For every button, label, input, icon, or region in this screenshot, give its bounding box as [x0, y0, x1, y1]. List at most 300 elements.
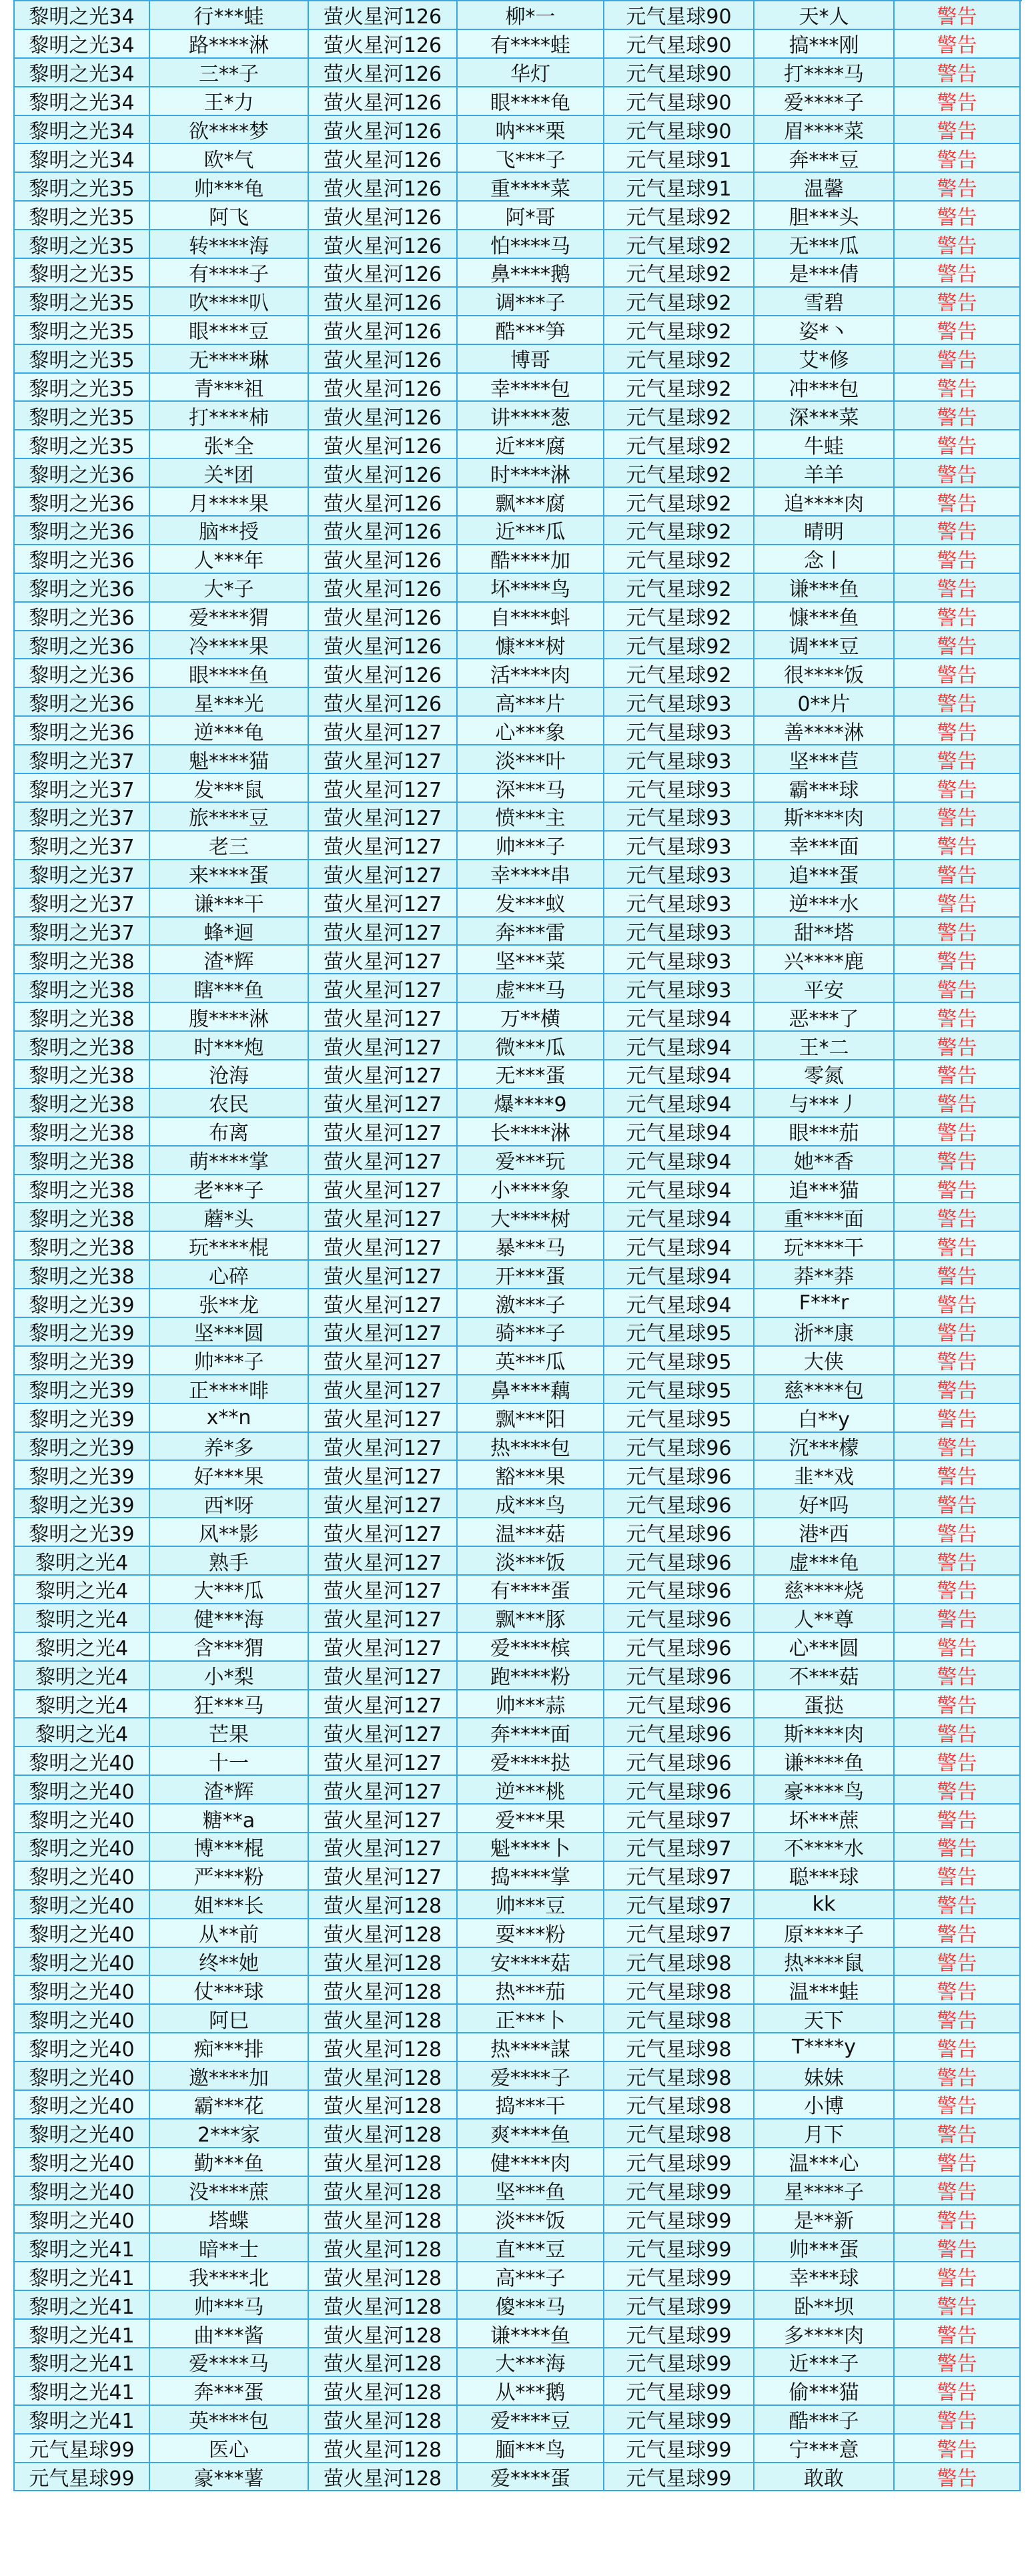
cell-player-name-3: 眼***茄: [754, 1118, 895, 1147]
cell-player-name: 十一: [150, 1747, 309, 1776]
cell-zone-name: 元气星球96: [604, 1490, 754, 1518]
cell-guild-name: 黎明之光35: [15, 173, 150, 202]
cell-player-name-3: 逆***水: [754, 889, 895, 918]
cell-guild-name: 黎明之光40: [15, 1976, 150, 2005]
cell-player-name: 时***炮: [150, 1032, 309, 1060]
table-row: [15, 1347, 1022, 1375]
cell-player-name-2: 万**横: [458, 1003, 604, 1032]
cell-status-warning: 警告: [895, 202, 1021, 230]
cell-zone-name: 元气星球90: [604, 87, 754, 116]
cell-zone-name: 元气星球90: [604, 116, 754, 145]
cell-player-name-2: 爱****子: [458, 2062, 604, 2091]
table-row: [15, 2062, 1022, 2091]
cell-status-warning: 警告: [895, 2348, 1021, 2377]
cell-server-name: 萤火星河127: [309, 1862, 458, 1891]
cell-player-name-2: 呐***栗: [458, 116, 604, 145]
table-row: [15, 173, 1022, 202]
cell-player-name-2: 幸****串: [458, 860, 604, 889]
cell-zone-name: 元气星球93: [604, 688, 754, 717]
cell-guild-name: 黎明之光36: [15, 488, 150, 517]
table-row: [15, 1318, 1022, 1347]
cell-player-name-3: 人**尊: [754, 1604, 895, 1633]
cell-player-name: 仗***球: [150, 1976, 309, 2005]
cell-player-name: 英****包: [150, 2406, 309, 2435]
cell-guild-name: 黎明之光34: [15, 144, 150, 173]
cell-player-name: 有****子: [150, 259, 309, 288]
table-row: [15, 345, 1022, 374]
table-row: [15, 1747, 1022, 1776]
cell-player-name: 芒果: [150, 1718, 309, 1747]
cell-guild-name: 黎明之光38: [15, 946, 150, 974]
cell-zone-name: 元气星球98: [604, 2005, 754, 2033]
cell-zone-name: 元气星球99: [604, 2148, 754, 2177]
cell-server-name: 萤火星河126: [309, 316, 458, 345]
cell-server-name: 萤火星河127: [309, 1805, 458, 1833]
table-row: [15, 1089, 1022, 1118]
cell-player-name-3: 斯****肉: [754, 803, 895, 832]
cell-player-name-3: 温***心: [754, 2148, 895, 2177]
table-row: [15, 1118, 1022, 1147]
cell-player-name: 路****淋: [150, 30, 309, 59]
cell-player-name-2: 酷****加: [458, 545, 604, 574]
cell-zone-name: 元气星球92: [604, 545, 754, 574]
cell-status-warning: 警告: [895, 87, 1021, 116]
cell-guild-name: 黎明之光35: [15, 230, 150, 259]
cell-status-warning: 警告: [895, 717, 1021, 745]
cell-status-warning: 警告: [895, 1833, 1021, 1862]
cell-status-warning: 警告: [895, 459, 1021, 488]
cell-player-name-2: 健****肉: [458, 2148, 604, 2177]
player-warning-table: [13, 0, 1022, 2491]
cell-zone-name: 元气星球92: [604, 288, 754, 316]
cell-status-warning: 警告: [895, 1662, 1021, 1690]
cell-status-warning: 警告: [895, 1633, 1021, 1662]
cell-zone-name: 元气星球97: [604, 1919, 754, 1948]
cell-player-name-3: 酷***子: [754, 2406, 895, 2435]
cell-server-name: 萤火星河126: [309, 259, 458, 288]
cell-player-name-2: 淡***饭: [458, 1547, 604, 1576]
table-row: [15, 1261, 1022, 1289]
table-row: [15, 717, 1022, 745]
cell-player-name-3: 她**香: [754, 1147, 895, 1175]
cell-zone-name: 元气星球98: [604, 1948, 754, 1977]
table-row: [15, 974, 1022, 1003]
cell-status-warning: 警告: [895, 2291, 1021, 2320]
cell-server-name: 萤火星河126: [309, 230, 458, 259]
cell-guild-name: 黎明之光40: [15, 2206, 150, 2234]
table-row: [15, 1604, 1022, 1633]
cell-status-warning: 警告: [895, 774, 1021, 803]
cell-guild-name: 黎明之光38: [15, 1147, 150, 1175]
cell-player-name-3: 兴****鹿: [754, 946, 895, 974]
cell-status-warning: 警告: [895, 1203, 1021, 1232]
cell-zone-name: 元气星球92: [604, 259, 754, 288]
cell-player-name-2: 重****菜: [458, 173, 604, 202]
table-row: [15, 2033, 1022, 2062]
cell-player-name-3: 天下: [754, 2005, 895, 2033]
cell-zone-name: 元气星球92: [604, 603, 754, 631]
cell-player-name-3: 雪碧: [754, 288, 895, 316]
cell-status-warning: 警告: [895, 1261, 1021, 1289]
table-row: [15, 1633, 1022, 1662]
table-row: [15, 2005, 1022, 2033]
cell-guild-name: 黎明之光34: [15, 116, 150, 145]
cell-server-name: 萤火星河127: [309, 1347, 458, 1375]
table-row: [15, 2148, 1022, 2177]
cell-status-warning: 警告: [895, 745, 1021, 774]
table-row: [15, 1203, 1022, 1232]
cell-player-name-2: 爽****鱼: [458, 2120, 604, 2148]
cell-player-name-3: 宁***意: [754, 2435, 895, 2463]
cell-server-name: 萤火星河127: [309, 1833, 458, 1862]
cell-player-name-2: 柳*一: [458, 1, 604, 30]
cell-player-name-3: 蛋挞: [754, 1690, 895, 1719]
cell-player-name: 吹****叭: [150, 288, 309, 316]
cell-player-name-3: 原****子: [754, 1919, 895, 1948]
cell-status-warning: 警告: [895, 374, 1021, 402]
cell-player-name-2: 深***马: [458, 774, 604, 803]
cell-server-name: 萤火星河127: [309, 1375, 458, 1404]
cell-player-name-3: 妹妹: [754, 2062, 895, 2091]
cell-zone-name: 元气星球99: [604, 2291, 754, 2320]
cell-server-name: 萤火星河127: [309, 1147, 458, 1175]
table-row: [15, 2320, 1022, 2348]
cell-zone-name: 元气星球96: [604, 1547, 754, 1576]
cell-zone-name: 元气星球92: [604, 574, 754, 603]
cell-zone-name: 元气星球96: [604, 1576, 754, 1604]
cell-guild-name: 黎明之光35: [15, 316, 150, 345]
cell-status-warning: 警告: [895, 259, 1021, 288]
cell-guild-name: 黎明之光36: [15, 717, 150, 745]
cell-player-name-3: 念丨: [754, 545, 895, 574]
cell-player-name-2: 坚***鱼: [458, 2177, 604, 2206]
cell-status-warning: 警告: [895, 1347, 1021, 1375]
cell-server-name: 萤火星河128: [309, 2435, 458, 2463]
table-row: [15, 1375, 1022, 1404]
cell-status-warning: 警告: [895, 918, 1021, 946]
cell-guild-name: 黎明之光38: [15, 1060, 150, 1089]
cell-server-name: 萤火星河127: [309, 1003, 458, 1032]
cell-player-name-3: 斯****肉: [754, 1718, 895, 1747]
cell-player-name-2: 逆***桃: [458, 1776, 604, 1805]
cell-zone-name: 元气星球97: [604, 1862, 754, 1891]
cell-player-name-2: 安****菇: [458, 1948, 604, 1977]
cell-zone-name: 元气星球98: [604, 1976, 754, 2005]
cell-server-name: 萤火星河128: [309, 2206, 458, 2234]
cell-player-name: 姐***长: [150, 1891, 309, 1919]
table-row: [15, 517, 1022, 545]
cell-status-warning: 警告: [895, 2177, 1021, 2206]
cell-player-name: 帅***马: [150, 2291, 309, 2320]
cell-server-name: 萤火星河128: [309, 2348, 458, 2377]
cell-player-name-2: 傻***马: [458, 2291, 604, 2320]
cell-player-name-2: 鼻****藕: [458, 1375, 604, 1404]
cell-zone-name: 元气星球96: [604, 1604, 754, 1633]
cell-zone-name: 元气星球99: [604, 2262, 754, 2291]
cell-player-name-3: 爱****子: [754, 87, 895, 116]
cell-server-name: 萤火星河126: [309, 173, 458, 202]
cell-server-name: 萤火星河126: [309, 659, 458, 688]
cell-server-name: 萤火星河126: [309, 202, 458, 230]
cell-player-name-2: 坚***菜: [458, 946, 604, 974]
cell-guild-name: 黎明之光40: [15, 1948, 150, 1977]
cell-zone-name: 元气星球96: [604, 1776, 754, 1805]
cell-status-warning: 警告: [895, 1003, 1021, 1032]
cell-player-name-2: 幸****包: [458, 374, 604, 402]
cell-player-name-3: 王*二: [754, 1032, 895, 1060]
cell-player-name-3: 艾*修: [754, 345, 895, 374]
cell-player-name: 狂***马: [150, 1690, 309, 1719]
cell-status-warning: 警告: [895, 889, 1021, 918]
cell-guild-name: 黎明之光38: [15, 1261, 150, 1289]
cell-server-name: 萤火星河127: [309, 1662, 458, 1690]
cell-guild-name: 黎明之光41: [15, 2291, 150, 2320]
cell-player-name: 魁****猫: [150, 745, 309, 774]
cell-player-name-3: 甜**塔: [754, 918, 895, 946]
cell-zone-name: 元气星球98: [604, 2062, 754, 2091]
cell-server-name: 萤火星河126: [309, 459, 458, 488]
cell-zone-name: 元气星球94: [604, 1261, 754, 1289]
cell-player-name-3: 无***瓜: [754, 230, 895, 259]
cell-player-name-2: 淡***饭: [458, 2206, 604, 2234]
cell-guild-name: 元气星球99: [15, 2435, 150, 2463]
cell-zone-name: 元气星球99: [604, 2463, 754, 2492]
cell-zone-name: 元气星球95: [604, 1375, 754, 1404]
cell-player-name-3: 坏***蔗: [754, 1805, 895, 1833]
cell-player-name-3: 重****面: [754, 1203, 895, 1232]
cell-zone-name: 元气星球99: [604, 2206, 754, 2234]
cell-zone-name: 元气星球92: [604, 488, 754, 517]
cell-status-warning: 警告: [895, 1690, 1021, 1719]
cell-zone-name: 元气星球90: [604, 1, 754, 30]
cell-player-name-2: 暴***马: [458, 1232, 604, 1261]
cell-player-name: 渣*辉: [150, 946, 309, 974]
cell-zone-name: 元气星球93: [604, 974, 754, 1003]
cell-server-name: 萤火星河126: [309, 288, 458, 316]
cell-guild-name: 黎明之光40: [15, 2120, 150, 2148]
cell-status-warning: 警告: [895, 1891, 1021, 1919]
cell-status-warning: 警告: [895, 1318, 1021, 1347]
cell-zone-name: 元气星球92: [604, 402, 754, 430]
cell-server-name: 萤火星河127: [309, 1261, 458, 1289]
cell-zone-name: 元气星球96: [604, 1433, 754, 1462]
cell-status-warning: 警告: [895, 631, 1021, 660]
cell-player-name: 大***瓜: [150, 1576, 309, 1604]
cell-player-name: 好***果: [150, 1461, 309, 1490]
cell-player-name-2: 博哥: [458, 345, 604, 374]
cell-server-name: 萤火星河128: [309, 2377, 458, 2406]
table-row: [15, 288, 1022, 316]
cell-player-name-2: 热***茄: [458, 1976, 604, 2005]
cell-player-name-2: 腼***鸟: [458, 2435, 604, 2463]
cell-player-name-2: 捣****掌: [458, 1862, 604, 1891]
cell-guild-name: 黎明之光41: [15, 2320, 150, 2348]
cell-player-name: 谦***干: [150, 889, 309, 918]
cell-player-name-2: 近***腐: [458, 430, 604, 459]
cell-guild-name: 黎明之光38: [15, 1175, 150, 1204]
cell-zone-name: 元气星球92: [604, 316, 754, 345]
cell-zone-name: 元气星球91: [604, 173, 754, 202]
cell-player-name-3: 坚***苣: [754, 745, 895, 774]
cell-zone-name: 元气星球98: [604, 2120, 754, 2148]
cell-server-name: 萤火星河127: [309, 1576, 458, 1604]
cell-zone-name: 元气星球96: [604, 1718, 754, 1747]
cell-player-name-3: 虚***龟: [754, 1547, 895, 1576]
cell-zone-name: 元气星球93: [604, 803, 754, 832]
cell-player-name-2: 高***子: [458, 2262, 604, 2291]
table-row: [15, 2091, 1022, 2120]
cell-status-warning: 警告: [895, 1404, 1021, 1433]
table-row: [15, 946, 1022, 974]
table-row: [15, 1718, 1022, 1747]
cell-status-warning: 警告: [895, 832, 1021, 860]
cell-player-name: 爱****猬: [150, 603, 309, 631]
cell-player-name-2: 讲****葱: [458, 402, 604, 430]
cell-guild-name: 黎明之光38: [15, 1203, 150, 1232]
cell-status-warning: 警告: [895, 2148, 1021, 2177]
cell-zone-name: 元气星球90: [604, 59, 754, 87]
cell-guild-name: 黎明之光40: [15, 2177, 150, 2206]
table-row: [15, 116, 1022, 145]
cell-guild-name: 黎明之光36: [15, 659, 150, 688]
cell-server-name: 萤火星河128: [309, 2234, 458, 2262]
cell-player-name: 蘑*头: [150, 1203, 309, 1232]
cell-server-name: 萤火星河127: [309, 1060, 458, 1089]
cell-player-name: 帅***龟: [150, 173, 309, 202]
cell-zone-name: 元气星球94: [604, 1118, 754, 1147]
cell-player-name-2: 成***鸟: [458, 1490, 604, 1518]
cell-status-warning: 警告: [895, 173, 1021, 202]
cell-player-name-3: 追***蛋: [754, 860, 895, 889]
cell-player-name: 糖**a: [150, 1805, 309, 1833]
cell-player-name-2: 阿*哥: [458, 202, 604, 230]
cell-status-warning: 警告: [895, 1862, 1021, 1891]
cell-zone-name: 元气星球92: [604, 659, 754, 688]
cell-guild-name: 黎明之光4: [15, 1604, 150, 1633]
cell-status-warning: 警告: [895, 402, 1021, 430]
table-row: [15, 1289, 1022, 1318]
cell-player-name-2: 有****蛋: [458, 1576, 604, 1604]
cell-server-name: 萤火星河126: [309, 345, 458, 374]
cell-player-name: 严***粉: [150, 1862, 309, 1891]
table-row: [15, 2206, 1022, 2234]
cell-server-name: 萤火星河126: [309, 59, 458, 87]
cell-zone-name: 元气星球93: [604, 717, 754, 745]
cell-guild-name: 黎明之光40: [15, 1747, 150, 1776]
table-row: [15, 230, 1022, 259]
cell-server-name: 萤火星河126: [309, 30, 458, 59]
cell-status-warning: 警告: [895, 116, 1021, 145]
cell-status-warning: 警告: [895, 230, 1021, 259]
cell-guild-name: 黎明之光38: [15, 974, 150, 1003]
cell-guild-name: 黎明之光35: [15, 288, 150, 316]
cell-player-name: 豪***薯: [150, 2463, 309, 2492]
cell-player-name-3: 偷***猫: [754, 2377, 895, 2406]
cell-server-name: 萤火星河128: [309, 2091, 458, 2120]
cell-player-name-3: F***r: [754, 1289, 895, 1318]
cell-player-name-3: 牛蛙: [754, 430, 895, 459]
cell-server-name: 萤火星河127: [309, 1203, 458, 1232]
table-row: [15, 2120, 1022, 2148]
cell-zone-name: 元气星球95: [604, 1404, 754, 1433]
cell-player-name-3: 很****饭: [754, 659, 895, 688]
cell-player-name-2: 愤***主: [458, 803, 604, 832]
cell-player-name: 正****啡: [150, 1375, 309, 1404]
cell-player-name-3: 冲***包: [754, 374, 895, 402]
cell-zone-name: 元气星球99: [604, 2435, 754, 2463]
cell-guild-name: 黎明之光36: [15, 545, 150, 574]
cell-zone-name: 元气星球93: [604, 774, 754, 803]
cell-player-name-2: 慷***树: [458, 631, 604, 660]
cell-player-name-2: 飘***阳: [458, 1404, 604, 1433]
cell-zone-name: 元气星球96: [604, 1461, 754, 1490]
cell-server-name: 萤火星河127: [309, 803, 458, 832]
cell-zone-name: 元气星球92: [604, 459, 754, 488]
cell-status-warning: 警告: [895, 1718, 1021, 1747]
cell-player-name: 星***光: [150, 688, 309, 717]
cell-zone-name: 元气星球93: [604, 745, 754, 774]
cell-server-name: 萤火星河126: [309, 488, 458, 517]
table-row: [15, 1576, 1022, 1604]
cell-guild-name: 黎明之光34: [15, 59, 150, 87]
cell-guild-name: 黎明之光36: [15, 459, 150, 488]
cell-player-name-2: 淡***叶: [458, 745, 604, 774]
cell-zone-name: 元气星球97: [604, 1833, 754, 1862]
cell-guild-name: 黎明之光41: [15, 2348, 150, 2377]
cell-status-warning: 警告: [895, 1, 1021, 30]
cell-player-name-3: 星****子: [754, 2177, 895, 2206]
cell-server-name: 萤火星河127: [309, 717, 458, 745]
cell-zone-name: 元气星球99: [604, 2406, 754, 2435]
cell-server-name: 萤火星河128: [309, 2406, 458, 2435]
cell-player-name-2: 发***蚁: [458, 889, 604, 918]
cell-server-name: 萤火星河126: [309, 87, 458, 116]
cell-guild-name: 黎明之光37: [15, 860, 150, 889]
cell-player-name-3: 追****肉: [754, 488, 895, 517]
cell-status-warning: 警告: [895, 1089, 1021, 1118]
cell-player-name-2: 爱****槟: [458, 1633, 604, 1662]
cell-player-name-3: 玩****干: [754, 1232, 895, 1261]
cell-player-name: 痴***排: [150, 2033, 309, 2062]
cell-player-name: 勤***鱼: [150, 2148, 309, 2177]
cell-player-name: 熟手: [150, 1547, 309, 1576]
cell-guild-name: 黎明之光36: [15, 631, 150, 660]
cell-player-name-3: 谦****鱼: [754, 1747, 895, 1776]
cell-zone-name: 元气星球94: [604, 1147, 754, 1175]
cell-guild-name: 黎明之光40: [15, 1919, 150, 1948]
cell-status-warning: 警告: [895, 1604, 1021, 1633]
cell-player-name-3: 幸***球: [754, 2262, 895, 2291]
cell-player-name-3: 白**y: [754, 1404, 895, 1433]
cell-status-warning: 警告: [895, 2406, 1021, 2435]
cell-guild-name: 黎明之光40: [15, 1891, 150, 1919]
cell-status-warning: 警告: [895, 316, 1021, 345]
cell-zone-name: 元气星球94: [604, 1089, 754, 1118]
cell-player-name-2: 爱***玩: [458, 1147, 604, 1175]
cell-player-name-3: 温馨: [754, 173, 895, 202]
cell-player-name-2: 近***瓜: [458, 517, 604, 545]
table-row: [15, 832, 1022, 860]
cell-server-name: 萤火星河128: [309, 1891, 458, 1919]
cell-guild-name: 黎明之光39: [15, 1404, 150, 1433]
cell-server-name: 萤火星河126: [309, 1, 458, 30]
cell-status-warning: 警告: [895, 2091, 1021, 2120]
cell-status-warning: 警告: [895, 2320, 1021, 2348]
table-row: [15, 30, 1022, 59]
cell-zone-name: 元气星球95: [604, 1318, 754, 1347]
table-row: [15, 1433, 1022, 1462]
cell-player-name-2: 飘***豚: [458, 1604, 604, 1633]
